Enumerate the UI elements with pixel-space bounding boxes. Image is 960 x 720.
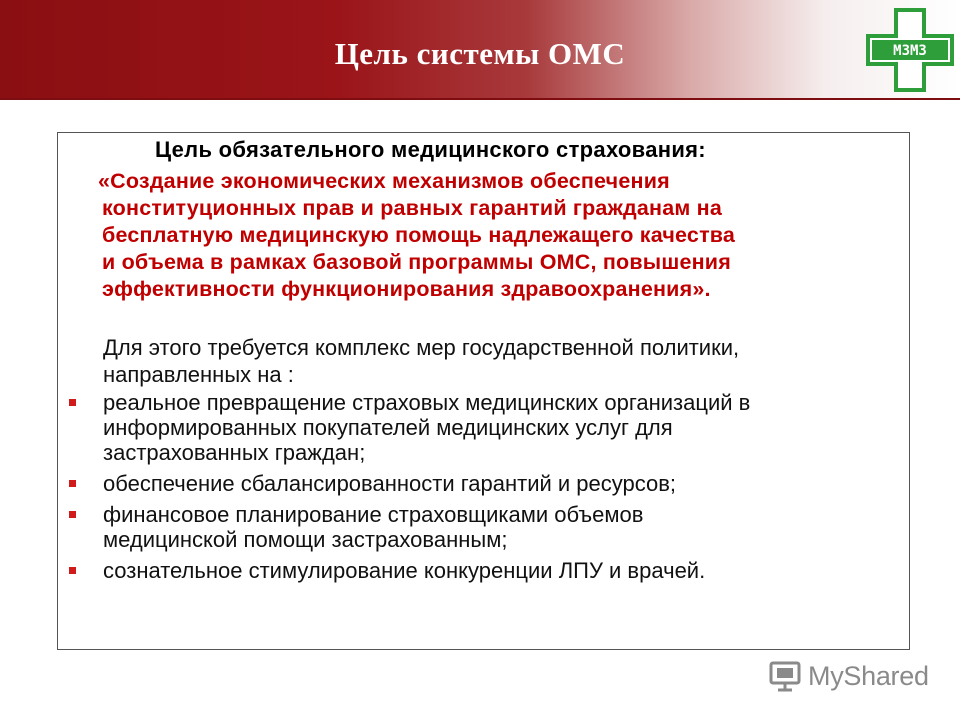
quote-line: конституционных прав и равных гарантий гражданам на: [102, 196, 722, 220]
list-item-line: застрахованных граждан;: [103, 440, 366, 465]
quote-line: и объема в рамках базовой программы ОМС, повышения: [102, 250, 731, 274]
policy-measures-list: [66, 390, 896, 589]
presentation-board-icon: [768, 659, 802, 693]
intro-line: направленных на :: [103, 362, 294, 387]
list-item-line: информированных покупателей медицинских услуг для: [103, 415, 673, 440]
policy-intro: [103, 334, 903, 388]
quote-line: эффективности функционирования здравоохранения».: [102, 277, 711, 301]
watermark-text: MyShared: [808, 660, 929, 691]
list-item-line: финансовое планирование страховщиками объемов: [103, 502, 644, 527]
list-item: [66, 471, 896, 496]
goal-quote: [98, 168, 898, 303]
goal-title: Цель обязательного медицинского страхования:: [155, 137, 706, 162]
square-bullet-icon: [69, 480, 76, 487]
list-item-line: реальное превращение страховых медицинских организаций в: [103, 390, 751, 415]
myshared-watermark: [768, 656, 929, 696]
medical-cross-logo-icon: [866, 8, 954, 92]
slide-title: Цель системы ОМС: [334, 36, 626, 71]
intro-line: Для этого требуется комплекс мер государственной политики,: [103, 335, 740, 360]
list-item: [66, 390, 896, 465]
list-item-line: сознательное стимулирование конкуренции ЛПУ и врачей.: [103, 558, 706, 583]
square-bullet-icon: [69, 567, 76, 574]
quote-line: бесплатную медицинскую помощь надлежащего качества: [102, 223, 736, 247]
logo-text: МЗМЗ: [893, 43, 927, 59]
square-bullet-icon: [69, 511, 76, 518]
slide-header: [0, 0, 960, 100]
list-item-line: медицинской помощи застрахованным;: [103, 527, 508, 552]
list-item: [66, 558, 896, 583]
list-item: [66, 502, 896, 552]
square-bullet-icon: [69, 399, 76, 406]
list-item-line: обеспечение сбалансированности гарантий и ресурсов;: [103, 471, 677, 496]
quote-line: «Создание экономических механизмов обеспечения: [98, 169, 670, 193]
